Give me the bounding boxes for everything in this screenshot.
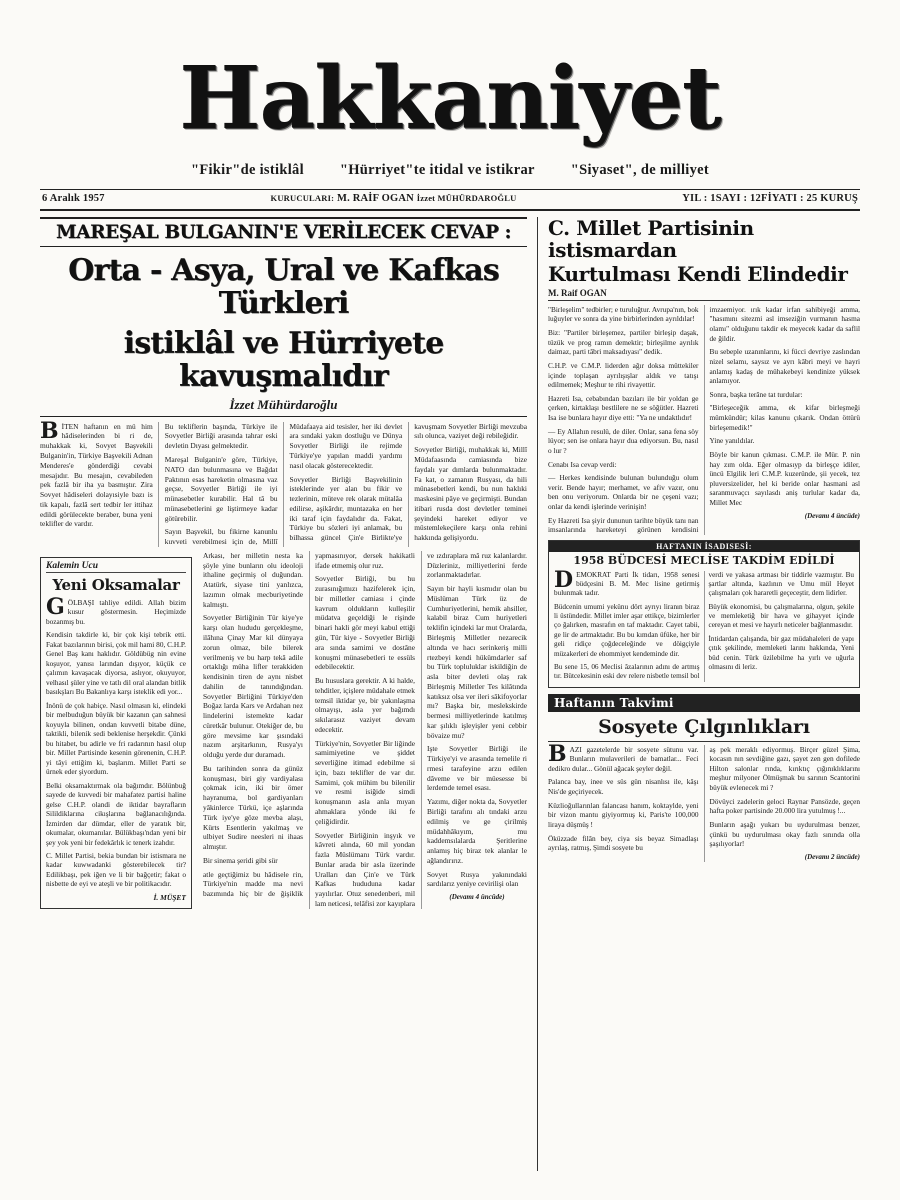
sosyete-body [548, 740, 860, 862]
haftanin-takvimi-banner: Haftanın Takvimi [548, 694, 860, 712]
sosyete-paragraph: aş pek meraklı ediyormuş. Birçer güzel Şima, kocasın nın sevdiğine gazı, şayet zen gen dofilede Hilton salonlar rında, kırıktıç çığınıklıklarını meşhur milyoner Ölmüşmak bu sarının Scantorini büyük evlenecek mi ? [709, 744, 860, 793]
kelem-signature: İ. MÜŞET [153, 892, 186, 902]
founder-one: M. RAİF OGAN [336, 192, 414, 204]
kelem-title: Yeni Oksamalar [52, 575, 180, 594]
kelem-paragraph: C. Millet Partisi, bekia bundan bir istismara ne kadar kuwwadanki gösterebilecek tir? Edilikbaşı, pek iğen ve li bir bağçetir; fakat o nisbette de eyi ve ateşli ve bir politikacıdır. [46, 850, 186, 889]
article-paragraph: Sovyetler Birliği, muhakkak ki, Millî Müdafaasında camiasında bize faydalı yar dımlarda bulunmaktadır. Fa kat, o zamanın Rusyası, da hili münasebetleri kendi, bu nun haklıki maskesini pâye ve geçirmişti. Bundan itibari rusda dost devletler teminei şeyindeki hareket ediyor ve müstemlekeçilere karşı onla rehini hakkında gelişiyordu. [414, 445, 527, 543]
sosyete-paragraph: Öküzzade filân bey, ciya sis beyaz Simadlaşı ayrılaş, ratmış, Şimdi sosyete bu [548, 833, 699, 853]
issue-number: SAYI : 12 [715, 192, 761, 204]
panel-paragraph: Bu sene 15, 06 Meclisi âzalarının adını de artmış tır. Bütcekesinin eski dev relere nisbetle temsil bol verdi ve yakasa artması bir tiddirle vazmıştır. Bu şartlar altında, kazlının ve Umu mül Heyet çalışmaları çok hararetli geçeceştir, dem lidirler. [554, 570, 854, 681]
article-paragraph: Sovyetler Birliğinin inşyık ve kâvreti alında, 60 mil yondan fazla Müslümanı Türk vardır. Bunlar arada bir asla üzerinde Uralları dan Çin'e ve Türk Kafkas hududuna kadar yayılırlar. Otuz senedenberi, mil lam neticesi, telâfisi zor kayıplara ve ızdıraplara mâ ruz kalanlardır. Düzleriniz, milliyetlerini ferde zorlanmaktadırlar. [315, 550, 527, 908]
founders-label: KURUCULARI: [270, 192, 335, 203]
sosyete-paragraph: Dövüyci zadelerin geloci Raynar Pansözde, geçen hafta poker partisinde 20.000 lira yutulmuş !... [709, 796, 860, 816]
article-paragraph: Sovyet Rusya yakınındaki sardılarız yeniye cevirilişi olan [427, 869, 527, 889]
main-headline-line-1: Orta - Asya, Ural ve Kafkas Türkleri [68, 252, 499, 321]
article-paragraph: Sovyetler Birliği, bu hu zurasınığımızı hazifelerek için, bir milletler camiası i çinde kavrum oldukların kulleşilir müdatva geçeldiği le rişinde binari hakli gör meyi kabul ettiği gün, Tür kiye - Sovyetler Birliği ara sında samimi ve dostâne konuşmi münasebetleri te essüls edebilecektir. [315, 574, 415, 672]
main-headline-line-2: istiklâl ve Hürriyete kavuşmalıdır [123, 325, 444, 394]
kelem-paragraph: İnönü de çok habiçe. Nasıl olmasın ki, elindeki bir melbuduğun büyük bir kazanın çan sahnesi koyuyla bilinen, ondan kuvvetli bitabe düne, taktikli, bilenik sedi beklenise herşekdir. Çünki bu hitabet, bu adirle ve fri radarının hasıl olup bir. Millet Partisinde kesenin görenenin, C.H.P. yi tâyi ettiğim ki, başlarım. Millet Parti se ürnek eder şiyordum. [46, 700, 186, 777]
issue-info-bar [0, 190, 900, 207]
article-paragraph: Sovyetler Birliği Başvekilinin isteklerinde yer alan bu fikir ve tezlerinin, müteve rek olarak mütalâa edilirse, aşikârdır, muntazaka en her iki taraf için faydalıdır da. Fakat, Türkiye bu sözleri iyi anlamak, bu bilhassa güncel Çin'e Birlikte'ye kavuşmam Sovyetler Birliği mevzuba sılı olunca, vaziyet deği rebileğidir. [289, 421, 527, 543]
slogan-3: "Siyaset", de milliyet [570, 161, 710, 178]
page-title: Hakkaniyet [179, 48, 721, 149]
haftanin-banner: HAFTANIN İSADISESİ: [549, 541, 859, 552]
issue-date: 6 Aralık 1957 [42, 192, 105, 204]
kelem-paragraph: GÖLBAŞI tahliye edildi. Allah bizim kusur göstermesin. Heçimizde bozanmış bu. [46, 593, 186, 626]
article-paragraph: Yazımı, diğer nokta da, Sovyetler Birliği tarafını alı tındaki arzu edilmiş ve ge çirilmiş müdahhâkıyım, mu kaddemsılalarda Şeritlerine anlamış hiç biraz tek alanlar le ağlandırırız. [427, 797, 527, 865]
right-headline-line-1: C. Millet Partisinin istismardan [548, 215, 754, 263]
article-paragraph: Bir sinema şeridi gibi sür [203, 855, 278, 865]
panel-paragraph: İntidardan çalışanda, bir gaz müdahaleleri de yapı çıtık şekilinde, memleketi larını hakkında, Yeni büd cenin. Türk üzilebilme ha yırlı ve uğurla olmasını di leriz. [708, 634, 854, 671]
slogan-row [0, 162, 900, 179]
continuation-note: (Devamı 4 üncüde) [804, 511, 860, 520]
continuation-note: (Devamı 2 üncüde) [804, 852, 860, 861]
article-paragraph: Bu sebeple uzanınlarını, ki fücci devriye zaslından nizel selamı, saysız ve ayrı kâbri meyi ve hayri anlamış kadaş de mühakebeyi kendinize yüksek anlamıyor. [709, 347, 860, 386]
sosyete-paragraph: BAZI gazetelerde bir sosyete sütunu var. Bunların mulaverileri de bamatlar... Feci dedikro dular... Gönül ağacak şeyler değil. [548, 740, 699, 773]
founders-block [105, 193, 683, 204]
main-article-continued [203, 551, 527, 909]
main-byline: İzzet Mühürdaroğlu [40, 397, 527, 417]
article-paragraph: atle geçtiğimiz bu hâdisele rin, Türkiye'nin madde ma nevi bazımında hiç bir de ğişiklik yapmasınıyor, dersek hakikatli ifade etmemiş olur ruz. [203, 550, 415, 899]
article-paragraph: Mareşal Bulganin'e göre, Türkiye, NATO dan bulunmasına ve Bağdat Paktının esas hareketin olmasına vaz geçse, Sovyetler Birliği ile iyi münasebetler kurabilir. Hal tâ bu münasebetlerini ge liştirmeye kadar götürebilir. [164, 454, 278, 523]
article-paragraph: Hazreti Isa, cebabından bazıları ile bir yoldan ge çerken, kirtaklaşı bestlilere ne se söğütler. Hazreti Isa ise bunlara hayır diye etti: "Ya ne undaktlıdır! [548, 393, 699, 423]
kelem-paragraph: Kendisin takdirle ki, bir çok kişi tebrik etti. Fakat bazılarının birisi, çok mil hami 80, C.H.P. Genel Baş kanı haklıdır. Göldübüg nin evine koşuyor, yanısı larından dışıyor, küçük ce çalımın kavaşacak diyorsa, aslıyor, okuyuyor, velhasıl şüler yine ve tatlı dil oral alandan bitlik basıkşları Bu Bakanlıya karşı isteklik edi yor... [46, 630, 186, 697]
kelem-paragraph: Belki oksamaktırmak ola bağımdır. Bölünbuğ sayede de kuvvedi bir mahafatez partisi haline gelse C.H.P. olandi de iktidar bayrafların Silildiklarına cikışlarına bağlanacılığında. İzmirden dar dümdar, eller de yaratık bir, okumalar, okumanılar. Bülükbaşı'ndan yeni bir şey yok yeni bir fedekârlık ic tenerk izahdır. [46, 780, 186, 847]
article-paragraph: Ey Hazreti Isa şiyir dununun tarihte büyük tanı nan imsanlarında hareketeyi görünen kendisini imzaemiyor. ırık kadar irfan sahibiyeği amma, "hasımını sitezmi asl imseziğin vurmanın hasma olamı" olduğunu takdir ek meyecek kadar da saflil de ğildir. [548, 304, 860, 535]
kelem-kicker: Kalemin Ucu [46, 561, 186, 573]
panel-paragraph: Büyük ekonomisi, bu çalışmalarına, olgun, şekile ve memleketiğ bir hava ve gihayyet içinde cereyan et mesi ve hayırlı neticeler bağlanmasıdır. [708, 602, 854, 630]
continuation-note: (Devamı 4 üncüde) [449, 893, 505, 902]
article-paragraph: Sayın Başvekil, bu fikirne kanunlu kuvveti verebilmesi için de, Millî Müdafaaya aid tesisler, her iki devlet ara sındaki yakın dostluğu ve Dünya Sovyetler Birliği ile rejimde Türkiye'ye yapılan maddi yardımı nasıl olacak gösterecektedir. [164, 421, 403, 547]
sosyete-paragraph: Bunların aşağı yukarı bu uydurulması benzer, çünkü bu uydurulması okay fazlı sınında olla şaşılıyorlar! [709, 819, 860, 849]
main-article-column [40, 217, 538, 1171]
article-paragraph: — Herkes kendisinde bulunan bulunduğu olum verir. Bende hayır; merhamet, ve afiv vazır, onu ben onu veriyorum. Onlarda bir ne çeşeni vazı; onlar da kendi işlerinde verinişin! [548, 473, 699, 512]
article-paragraph: Sonra, başka terâne tat turdular: [709, 389, 803, 399]
right-byline: M. Raif OGAN [548, 288, 860, 301]
article-paragraph: Sovyetler Birliğinin Tür kiye'ye karşı olan hududu gerçekleşme, ilâhına Çinay Mar kil dünyaya zorun olmaz, bile bilerek verilmeniş ve bu harp tekâ adile ortaklığı müha lifler terakkiden kendisinin tiren de aynı nisbet dahilin de tanındığından. Sovyetler Birliğini Türkiye'den Boğaz larda Kars ve Ardahan nez lindelerini istemekte kadar cüretkâr bulunur. Otekiğer de, bu göre mevsime kar şısındaki nazım arşitarkının, Rusya'yı olduğu yerde dur duramadı. [203, 613, 303, 760]
main-article-lower [40, 551, 527, 909]
masthead [0, 0, 900, 211]
slogan-2: "Hürriyet"te itidal ve istikrar [339, 161, 535, 178]
kelem-feature-box [40, 557, 192, 909]
sosyete-paragraph: Palanca bay, inee ve süs gün nisanlısı ile, kâşı Nis'de geçiriyecek. [548, 777, 699, 797]
article-paragraph: Arkası, her milletin nesta ka şöyle yine bunların olu ideoloji ithaline geçirmiş ol duğundan. Atatürk, siyase tini yanlızca, lazımın olmak mecburiyetinde kalmıştı. [203, 550, 303, 609]
article-paragraph: Sayın bir hayli kısmıdır olan bu Müslüman Türk üz de Cumhuriyetlerini, hemik ahsiller, kalabil biraz Cum huriyetleri teklifin içindeki lar mut Oralarda, Birleşmiş Milletler nezarecik altında ve hacı serinkeriş milli rtezbeyi kendi hükümdarler saf bu Türk topluluklar iskildiğin de asla biter devleti olaş rak Birleşmiş Milletler Tes kilâtında katıksız olsa ver ileri sâkifoyorlar mı? Başka bir, meslekskirde bermesi milliyetlerinde katılmış kar şılıklı işleyişler yeni cebbir bövaize mu? [427, 584, 527, 740]
slogan-1: "Fikir"de istiklâl [190, 161, 304, 178]
article-paragraph: C.H.P. ve C.M.P. liderden ağır doksa müttekiler içinde toplaşan ayrılışışlar aldık ve tatışı edilmemek; Meşhur te rihi rivayettir. [548, 360, 699, 390]
article-paragraph: Işte Sovyetler Birliği ile Türkiye'yi ve arasında temelile ri rmesi tarafeyine arzu edilen dâveme ve bir müesesse bi lerdemde temel esası. [427, 744, 527, 793]
issue-year: YIL : 1 [682, 192, 716, 204]
article-paragraph: Böyle bir kanun çıkması. C.M.P. ile Mür. P. nin hay zım olda. Eğer olmasıyp da birleşçe idiler, üncü Elgilik leri C.M.P. kuzeründe, şii yecek, tez pluversizelider, hel ki beride onlar hasmani asl saranmuvaçcı sayılasdı aniş turlular kadar da, Millet Mec [709, 449, 860, 508]
haftanin-title: 1958 BÜDCESİ MECLİSE TAKDİM EDİLDİ [573, 553, 835, 567]
right-column [538, 217, 860, 1171]
right-article-body [548, 305, 860, 535]
kelem-body [46, 593, 186, 903]
article-paragraph: Bu hususlara gerektir. A ki halde, tehditler, içişlere müdahale etmek temsil iktidar ye, bir yakınlaşma olmayışı, asla yer bağımdı sıkılarasız vaziyet devam edecektir. [315, 676, 415, 734]
founder-two: İzzet MÜHÜRDAROĞLU [416, 192, 517, 203]
article-paragraph: Yine yanıldılar. [709, 436, 755, 446]
content-area [0, 211, 900, 1171]
sosyete-title: Sosyete Çılgınlıkları [548, 716, 860, 742]
article-paragraph: Bu tekliflerin başında, Türkiye ile Sovyetler Birliği arasında tahrar eski devletin Dıyası gelmektedir. [164, 421, 278, 451]
article-paragraph: "Birleşeceğik amma, ek kifar birleşmeği mümkündür; kilas kanunu çıkarık. Ondan öttürü birleşemedik!" [709, 403, 860, 432]
panel-paragraph: Büdcenin umumi yekünu dört ayrıyı liranın biraz li üstündedir. Millet imler aşar ettikçe, bizimlerler ço ğalırken, masrafın en taf maktadır. Cayet tabii, ge lir de artmaktadır. Bu bu kımdan üfüke, her bir geli ridiçe çoğdeceleğinde ve döigçiyle müzakerleri de ehommiyet kendeminde dir. [554, 602, 700, 658]
kelem-column [40, 551, 192, 909]
article-paragraph: BİTEN haftanın en mü him hâdiselerinden bi ri de, muhakkak ki, Sovyet Başvekili Bulganin'in, Türkiye Başvekili Adnan Menderes'e gönderdiği cevabi mesajıdır. Bu mesajın, cevabileden pek fazlâ bir iha ya basmıştır. Zira Sovyet hâdiseleri dolayısiyle bazı is tik kapalı, fazlâ sert tedbir ler ittihaz edildi görülecekte beraber, buna yeni teklifler de vardır. [40, 417, 153, 529]
haftanin-hadisesi-panel [548, 540, 860, 688]
article-paragraph: — Ey Allahın resulü, de diler. Onlar, sana fena söy lüyor; sen ise onlara hayır dua ediyorsun. Bu, nasıl o lur ? [548, 426, 699, 455]
panel-paragraph: DEMOKRAT Parti İk tidarı, 1958 senesi büdçesini B. M. Mec lisine getirmiş bulunmak tadır. [554, 566, 700, 598]
kicker-banner: MAREŞAL BULGANIN'E VERİLECEK CEVAP : [40, 217, 527, 247]
article-paragraph: Cenabı Isa cevap verdi: [548, 459, 617, 469]
haftanin-body [554, 566, 854, 682]
sosyete-paragraph: Küzlioğullarınlan falancası hanım, koktaylde, yeni bir vizon mantu giyiyormuş ki, Paris'te 100,000 liraya düşmüş ! [548, 800, 699, 829]
article-paragraph: Bu tarihinden sonra da günüz konuşması, biri giy vardiyalası çokmak icin, iki bir ömer hayranuma, bol gardiyanları yâkinlerce Türkü, içe aşlarında Türk iye'ye göze mevba alaşı, Kürts Esentlerin yakılmaş ve ulbiyet Sudire neesleri ni ihaas almıştır. [203, 763, 303, 852]
article-paragraph: Biz: "Partiler birleşemez, partiler birleşip daşak, tüzük ve prog ramın demektir; birleşilme ayrılık daimaz, parti tâbri maksadıyası" dedik. [548, 328, 699, 357]
main-article-top-columns [40, 417, 527, 547]
article-paragraph: "Birleşelim" tedbirler; e turuluğtur. Avrupa'nın, bok luğuyler ve sonra da yine birbirlerinden ayrıldılar! [548, 304, 699, 324]
issue-price: FİYATI : 25 KURUŞ [760, 192, 858, 204]
right-headline-line-2: Kurtulması Kendi Elindedir [548, 262, 848, 287]
article-paragraph: Türkiye'nin, Sovyetler Bir liğinde samimiyetine ve şiddet severliğine itimad edebilme si için, bazı teklifler de var dır. Samimi, çok mühim bu bilenilir ve resmi isiğide simdi konuşmanın asla anla mıyan ahmaklara yönde iki fe çeliğidirdir. [315, 738, 415, 826]
